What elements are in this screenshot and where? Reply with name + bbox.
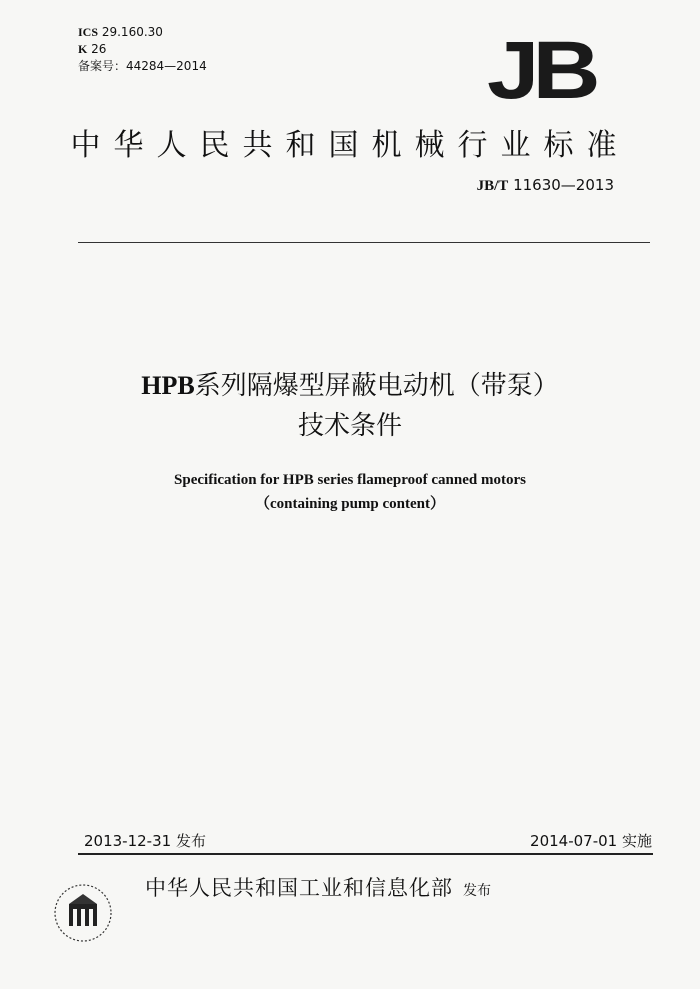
standard-code	[477, 176, 614, 195]
k-value: 26	[91, 42, 107, 56]
issue-date: 2013-12-31 发布	[84, 832, 206, 850]
title-cn-prefix: HPB	[141, 371, 195, 400]
standard-category-title: 中华人民共和国机械行业标准	[70, 128, 630, 163]
publisher	[145, 872, 491, 902]
ics-label: ICS	[78, 25, 99, 39]
title-cn-line1-text: 系列隔爆型屏蔽电动机（带泵）	[194, 371, 559, 401]
publisher-suffix: 发布	[463, 883, 491, 899]
classification-block	[78, 24, 207, 75]
publisher-name: 中华人民共和国工业和信息化部	[145, 876, 453, 900]
title-en-line2: （containing pump content）	[254, 496, 446, 512]
standard-code-prefix: JB/T	[476, 178, 509, 194]
title-cn-line1	[0, 366, 700, 406]
ics-value: 29.160.30	[101, 25, 163, 39]
record-number: 备案号：44284—2014	[78, 59, 207, 73]
title-en-line1: Specification for HPB series flameproof canned motors	[174, 472, 526, 488]
k-code	[78, 41, 207, 58]
jb-logo: JB	[487, 25, 594, 116]
k-label: K	[78, 42, 88, 56]
document-title-en	[0, 468, 700, 516]
standard-code-number: 11630—2013	[513, 176, 614, 194]
publisher-emblem-icon	[52, 882, 114, 944]
implementation-date: 2014-07-01 实施	[530, 832, 652, 850]
title-cn-line2: 技术条件	[297, 411, 402, 441]
document-title-cn	[0, 366, 700, 446]
header-divider	[78, 242, 650, 243]
footer-divider	[78, 853, 653, 855]
ics-code	[78, 24, 207, 41]
